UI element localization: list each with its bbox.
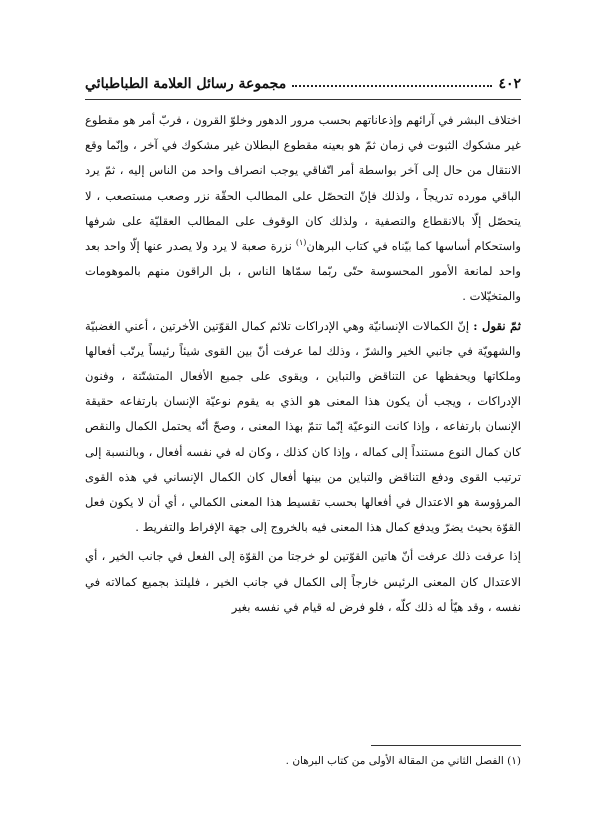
footnote-number: (١): [507, 755, 521, 767]
footnote: [85, 752, 521, 770]
footnote-reference: (١): [295, 238, 307, 248]
running-title: مجموعة رسائل العلامة الطباطبائي: [85, 76, 287, 92]
paragraph: [85, 314, 521, 541]
main-text: [85, 108, 521, 735]
running-header: [85, 72, 521, 96]
paragraph: [85, 108, 521, 310]
page-number: ٤٠٢: [498, 76, 521, 92]
paragraph: [85, 544, 521, 620]
footnote-rule: [371, 745, 521, 746]
header-leader-dots: [292, 85, 492, 87]
footnote-text: الفصل الثاني من المقالة الأولى من كتاب البرهان .: [285, 755, 504, 767]
paragraph-text: إذا عرفت ذلك عرفت أنّ هاتين القوّتين لو خرجتا من القوّة إلى الفعل في جانب الخير ، أي الاعتدال كان المعنى الرئيس خارجاً إلى الكمال في جانب الخير ، فليلتذ بجميع كمالاته في نفسه ، وقد هيّأ له ذلك كلّه ، فلو فرض له قيام في نفسه بغير: [85, 549, 521, 614]
paragraph-text: اختلاف البشر في آرائهم وإذعاناتهم بحسب مرور الدهور وخلوّ القرون ، فربّ أمر هو مقطوع غير مشكوك الثبوت في زمان ثمّ هو بعينه مقطوع البطلان غير مشكوك في آخر ، وإنّما وقع الانتقال من حال إلى آخر بواسطة أمر اتّفاقي يوجب انصراف واحد من الناس إليه ، ثمّ يرد الباقي مورده تدريجاً ، ولذلك فإنّ التحصّل على المطالب الحقّة نزر وصعب مستصعب ، لا يتحصّل إلّا بالانقطاع والتصفية ، ولذلك كان الوقوف على المطالب العقليّة على شرفها واستحكام أساسها كما بيّناه في كتاب البرهان: [85, 113, 521, 254]
paragraph-text-continued: نزرة صعبة لا يرد ولا يصدر عنها إلّا واحد بعد واحد لمانعة الأمور المحسوسة حتّى ربّما سمّاها الناس ، بل الراقون منهم بالموهومات والمتخيّلات .: [85, 239, 521, 304]
paragraph-text: إنّ الكمالات الإنسانيّة وهي الإدراكات تلائم كمال القوّتين الأخرتين ، أعني الغضبيّة والشهويّة في جانبي الخير والشرّ ، وذلك لما عرفت أنّ بين القوى شيئاً رئيساً يرتّب أفعالها وملكاتها ويحفظها عن التناقض والتباين ، ويقوى على جميع الأفعال المتشتّتة ، وفنون الإدراكات ، ويجب أن يكون هذا المعنى هو الذي به يقوم نوعيّة الإنسان بارتفاعه حقيقة الإنسان بارتفاعه ، وإذا كانت النوعيّة إنّما تتمّ بهذا المعنى ، وصحّ أنّه يحتمل الكمال والنقص كان كمال النوع مستنداً إلى كماله ، وإذا كان كذلك ، وكان له في نفسه أفعال ، وبالنسبة إلى ترتيب القوى ودفع التناقض والتباين من بينها أفعال كان الكمال الإنساني في هذه القوى المرؤوسة هو الاعتدال في أفعالها بحسب تقسيط هذا المعنى الكمالي ، أي أن لا يكون فعل القوّة بحيث يضرّ ويدفع كمال هذا المعنى فيه بالخروج إلى جهة الإفراط والتفريط .: [85, 318, 521, 535]
paragraph-lead: ثمّ نقول :: [473, 318, 521, 333]
header-rule: [85, 99, 521, 100]
